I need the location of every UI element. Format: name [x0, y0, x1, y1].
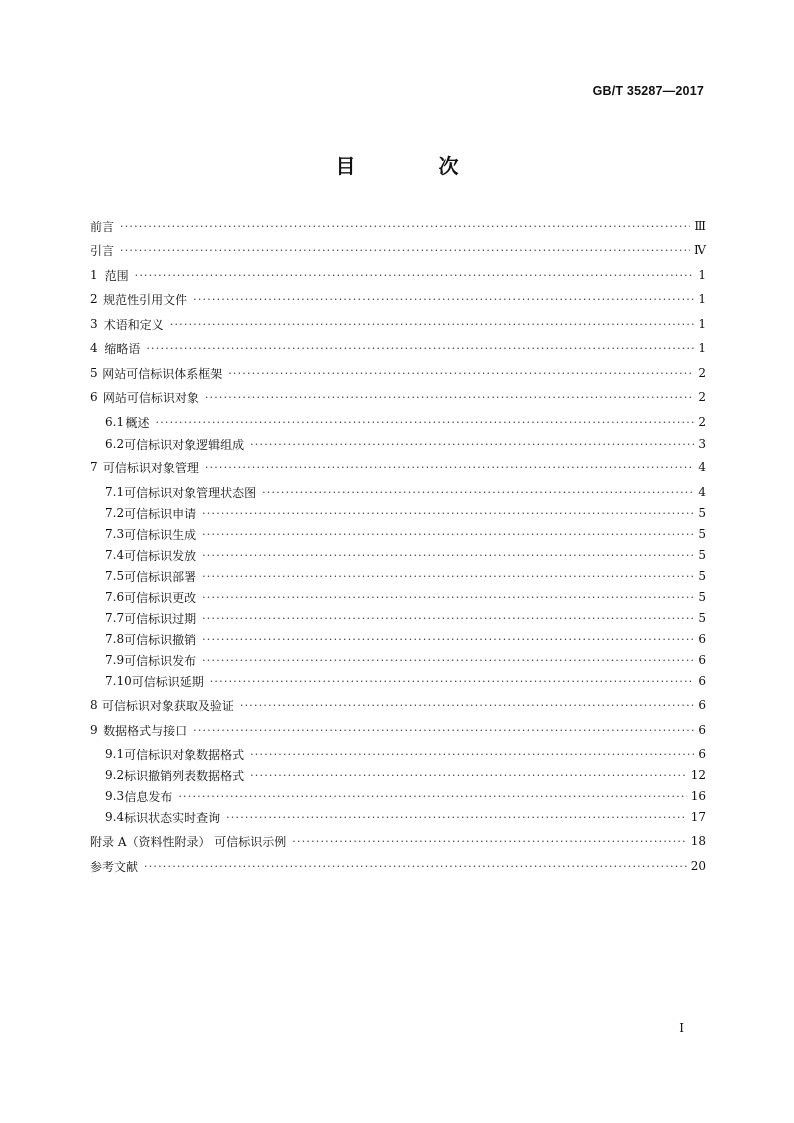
toc-leader-dots	[202, 570, 694, 583]
toc-entry-page: 4	[698, 485, 706, 499]
toc-entry[interactable]	[90, 363, 706, 383]
toc-entry[interactable]	[90, 338, 706, 358]
toc-entry-number: 4	[90, 341, 98, 355]
toc-entry[interactable]	[105, 545, 706, 565]
toc-entry-number: 7.9	[105, 653, 125, 667]
toc-leader-dots	[210, 675, 695, 688]
toc-leader-dots	[250, 748, 694, 761]
toc-entry-number: 9.4	[105, 810, 125, 824]
toc-entry-page: 6	[698, 723, 706, 737]
toc-entry-page: 20	[690, 859, 706, 873]
toc-leader-dots	[144, 860, 687, 873]
toc-entry-title: 引言	[90, 243, 115, 258]
toc-entry-number: 7.8	[105, 632, 125, 646]
toc-leader-dots	[205, 461, 695, 474]
toc-entry-number: 6	[90, 390, 98, 404]
toc-entry[interactable]	[90, 314, 706, 334]
toc-entry-title: 附录 A（资料性附录） 可信标识示例	[90, 834, 287, 849]
standard-code: GB/T 35287—2017	[592, 84, 704, 98]
toc-entry[interactable]	[105, 765, 706, 785]
toc-entry[interactable]	[90, 289, 706, 309]
toc-entry-number: 3	[90, 317, 98, 331]
toc-leader-dots	[240, 699, 694, 712]
toc-leader-dots	[202, 591, 694, 604]
toc-entry-number: 5	[90, 366, 98, 380]
toc-entry-page: 6	[698, 653, 706, 667]
toc-entry-page: 5	[698, 611, 706, 625]
toc-entry-title: 可信标识对象管理状态图	[124, 485, 257, 500]
toc-entry-title: 可信标识对象数据格式	[124, 747, 245, 762]
toc-entry-number: 7.3	[105, 527, 125, 541]
toc-entry-title: 可信标识对象获取及验证	[101, 698, 234, 713]
toc-entry-title: 概述	[125, 415, 150, 430]
toc-entry-page: Ⅲ	[694, 219, 706, 233]
toc-entry[interactable]	[105, 434, 706, 454]
toc-entry[interactable]	[105, 807, 706, 827]
toc-entry-page: 5	[698, 590, 706, 604]
toc-entry[interactable]	[90, 856, 706, 876]
toc-entry-page: 2	[698, 366, 706, 380]
toc-entry-page: 5	[698, 548, 706, 562]
toc-leader-dots	[292, 835, 686, 848]
toc-leader-dots	[250, 769, 687, 782]
toc-entry-title: 可信标识过期	[124, 611, 197, 626]
toc-entry-title: 可信标识部署	[124, 569, 197, 584]
toc-entry-page: 2	[698, 415, 706, 429]
toc-entry-number: 7.5	[105, 569, 125, 583]
toc-entry-page: 4	[698, 460, 706, 474]
toc-entry[interactable]	[105, 744, 706, 764]
page-title: 目 次	[335, 154, 497, 178]
toc-entry-title: 标识状态实时查询	[124, 810, 221, 825]
toc-entry-page: 5	[698, 527, 706, 541]
toc-leader-dots	[228, 367, 694, 380]
toc-leader-dots	[135, 269, 695, 282]
toc-entry-title: 可信标识对象管理	[102, 460, 199, 475]
toc-entry-page: 6	[698, 747, 706, 761]
toc-entry[interactable]	[90, 720, 706, 740]
toc-leader-dots	[193, 293, 694, 306]
toc-entry[interactable]	[105, 566, 706, 586]
toc-entry[interactable]	[90, 457, 706, 477]
toc-leader-dots	[202, 507, 694, 520]
toc-entry-title: 可信标识更改	[124, 590, 197, 605]
toc-entry-page: 12	[690, 768, 706, 782]
toc-entry-page: 1	[698, 268, 706, 282]
toc-entry-page: 6	[698, 632, 706, 646]
toc-entry-title: 范围	[104, 268, 129, 283]
toc-entry-number: 7.10	[105, 674, 132, 688]
toc-entry-number: 7.2	[105, 506, 125, 520]
toc-leader-dots	[120, 244, 690, 257]
toc-leader-dots	[202, 612, 694, 625]
toc-entry-number: 6.1	[105, 415, 125, 429]
toc-entry-title: 数据格式与接口	[103, 723, 188, 738]
toc-entry-number: 9.3	[105, 789, 125, 803]
toc-leader-dots	[193, 724, 694, 737]
toc-entry-page: 3	[698, 437, 706, 451]
toc-entry-number: 6.2	[105, 437, 125, 451]
toc-entry-title: 可信标识申请	[124, 506, 197, 521]
toc-entry-page: 1	[698, 341, 706, 355]
toc-entry[interactable]	[90, 831, 706, 851]
toc-entry-title: 可信标识撤销	[124, 632, 197, 647]
toc-entry-number: 1	[90, 268, 98, 282]
toc-leader-dots	[178, 790, 686, 803]
toc-entry-page: 16	[690, 789, 706, 803]
toc-entry-title: 标识撤销列表数据格式	[124, 768, 245, 783]
toc-entry-title: 可信标识发放	[124, 548, 197, 563]
toc-entry-title: 可信标识发布	[124, 653, 197, 668]
toc-entry-title: 可信标识生成	[124, 527, 197, 542]
toc-leader-dots	[202, 654, 694, 667]
toc-entry-title: 参考文献	[90, 859, 139, 874]
toc-entry-page: 1	[698, 292, 706, 306]
toc-entry[interactable]	[105, 608, 706, 628]
toc-entry-number: 7	[90, 460, 98, 474]
toc-entry[interactable]	[90, 265, 706, 285]
toc-entry-number: 9.1	[105, 747, 125, 761]
toc-entry-title: 规范性引用文件	[103, 292, 188, 307]
toc-entry[interactable]	[105, 786, 706, 806]
toc-entry-number: 9.2	[105, 768, 125, 782]
toc-entry-title: 术语和定义	[103, 317, 164, 332]
toc-entry-page: 5	[698, 569, 706, 583]
toc-leader-dots	[262, 486, 694, 499]
toc-entry[interactable]	[105, 524, 706, 544]
toc-leader-dots	[202, 633, 694, 646]
toc-entry-page: Ⅳ	[694, 243, 706, 257]
toc-leader-dots	[202, 528, 694, 541]
toc-entry-title: 缩略语	[104, 341, 141, 356]
toc-leader-dots	[120, 220, 690, 233]
toc-entry[interactable]	[105, 587, 706, 607]
toc-entry-page: 1	[698, 317, 706, 331]
toc-entry-title: 可信标识对象逻辑组成	[124, 437, 245, 452]
toc-leader-dots	[156, 416, 695, 429]
toc-leader-dots	[146, 342, 694, 355]
toc-entry[interactable]	[90, 695, 706, 715]
toc-leader-dots	[226, 811, 687, 824]
toc-entry[interactable]	[90, 240, 706, 260]
toc-entry-number: 9	[90, 723, 98, 737]
toc-entry-title: 网站可信标识体系框架	[102, 366, 223, 381]
toc-entry-number: 7.4	[105, 548, 125, 562]
toc-entry[interactable]	[105, 482, 706, 502]
toc-entry[interactable]	[105, 629, 706, 649]
toc-entry-page: 2	[698, 390, 706, 404]
toc-entry-page: 18	[690, 834, 706, 848]
page-number: I	[679, 1021, 684, 1035]
toc-entry-title: 网站可信标识对象	[102, 390, 199, 405]
toc-entry-number: 2	[90, 292, 98, 306]
toc-entry-title: 可信标识延期	[131, 674, 204, 689]
toc-entry-number: 7.7	[105, 611, 125, 625]
toc-entry[interactable]	[90, 387, 706, 407]
toc-entry[interactable]	[90, 216, 706, 236]
toc-entry-number: 7.6	[105, 590, 125, 604]
toc-entry[interactable]	[105, 650, 706, 670]
toc-entry[interactable]	[105, 412, 706, 432]
toc-leader-dots	[205, 391, 695, 404]
toc-entry-number: 8	[90, 698, 98, 712]
toc-entry-title: 前言	[90, 219, 115, 234]
toc-entry-title: 信息发布	[124, 789, 173, 804]
toc-entry-page: 6	[698, 698, 706, 712]
toc-entry[interactable]	[105, 671, 706, 691]
toc-entry-page: 6	[698, 674, 706, 688]
toc-entry-page: 5	[698, 506, 706, 520]
toc-leader-dots	[250, 438, 694, 451]
toc-entry[interactable]	[105, 503, 706, 523]
toc-entry-page: 17	[690, 810, 706, 824]
toc-leader-dots	[202, 549, 694, 562]
toc-entry-number: 7.1	[105, 485, 125, 499]
toc-leader-dots	[170, 318, 695, 331]
